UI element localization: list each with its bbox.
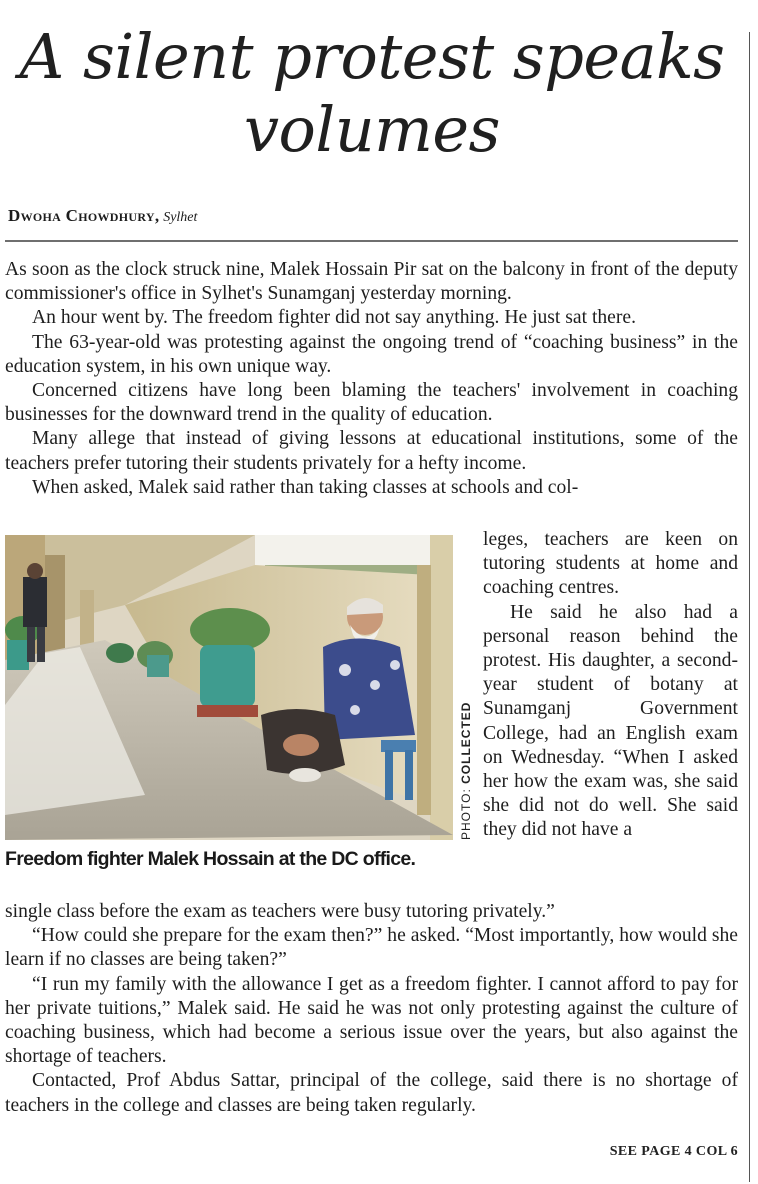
- paragraph: leges, teachers are keen on tutoring students at home and coaching centres.: [483, 529, 738, 599]
- article-body-bottom: [5, 900, 738, 1118]
- photo-credit-prefix: PHOTO:: [459, 788, 473, 840]
- headline: [4, 20, 740, 166]
- headline-line-2: volumes: [244, 93, 500, 166]
- paragraph: single class before the exam as teachers were busy tutoring privately.”: [5, 901, 555, 922]
- byline-divider: [5, 240, 738, 242]
- photo-illustration: [5, 535, 453, 840]
- photo-credit-name: COLLECTED: [459, 701, 473, 784]
- byline-location: Sylhet: [163, 210, 198, 225]
- paragraph: He said he also had a personal reason behind the protest. His daughter, a second-year student of botany at Sunamganj Government College, had an English exam on Wednesday. “When I asked her how the exam was, she said she did not do well. She said they did not have a: [483, 601, 738, 841]
- article-body-top: [5, 258, 738, 500]
- news-photo: [5, 535, 453, 840]
- paragraph: Concerned citizens have long been blaming the teachers' involvement in coaching businesses for the downward trend in the quality of education.: [5, 380, 738, 426]
- paragraph: When asked, Malek said rather than taking classes at schools and col-: [32, 476, 579, 498]
- paragraph: Many allege that instead of giving lessons at educational institutions, some of the teachers prefer tutoring their students privately for a hefty income.: [5, 428, 738, 474]
- paragraph: The 63-year-old was protesting against the ongoing trend of “coaching business” in the education system, in his own unique way.: [5, 331, 738, 377]
- photo-credit: [459, 670, 475, 840]
- headline-line-1: A silent protest speaks: [19, 20, 725, 93]
- article-body-right-column: [483, 528, 738, 843]
- paragraph: As soon as the clock struck nine, Malek Hossain Pir sat on the balcony in front of the deputy commissioner's office in Sylhet's Sunamganj yesterday morning.: [5, 259, 738, 305]
- paragraph: Contacted, Prof Abdus Sattar, principal of the college, said there is no shortage of teachers in the college and classes are being taken regularly.: [5, 1070, 738, 1116]
- paragraph: An hour went by. The freedom fighter did not say anything. He just sat there.: [32, 307, 636, 329]
- column-rule: [749, 32, 750, 1182]
- continuation-line[interactable]: SEE PAGE 4 COL 6: [609, 1144, 738, 1159]
- paragraph: “I run my family with the allowance I get as a freedom fighter. I cannot afford to pay for her private tuitions,” Malek said. He said he was not only protesting against the culture of coaching business, which had become a serious issue over the years, but also against the shortage of teachers.: [5, 973, 738, 1068]
- byline-author: Dwoha Chowdhury,: [8, 206, 160, 225]
- paragraph: “How could she prepare for the exam then?” he asked. “Most importantly, how would she learn if no classes are being taken?”: [5, 925, 738, 971]
- byline: [8, 206, 197, 226]
- photo-caption: Freedom fighter Malek Hossain at the DC office.: [5, 848, 416, 870]
